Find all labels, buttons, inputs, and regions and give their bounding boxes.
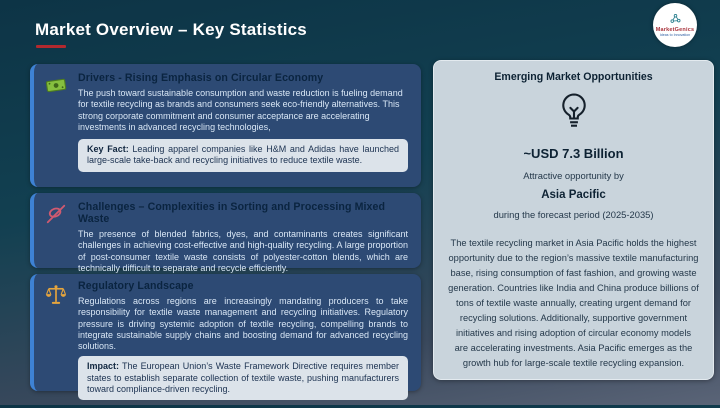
region-name: Asia Pacific xyxy=(541,189,606,201)
logo xyxy=(653,3,697,47)
knot-icon xyxy=(45,203,67,225)
card-title: Drivers - Rising Emphasis on Circular Economy xyxy=(78,72,324,84)
card-title: Regulatory Landscape xyxy=(78,280,194,292)
logo-tagline: Ideas to Innovation xyxy=(659,33,691,37)
scales-icon xyxy=(45,284,67,306)
lightbulb-icon xyxy=(556,91,592,136)
impact-box xyxy=(78,356,408,400)
opportunity-panel xyxy=(433,60,714,380)
card-title: Challenges – Complexities in Sorting and Processing Mixed Waste xyxy=(78,201,386,225)
key-fact-box xyxy=(78,139,408,172)
card-body: The presence of blended fabrics, dyes, and contaminants creates significant challenges in achieving cost-effective and high-quality recycling. A large proportion of post-consumer textile waste consists of polyester-cotton blends, which are technically difficult to separate and recycle efficiently. xyxy=(78,229,408,273)
card-body: The push toward sustainable consumption and waste reduction is fueling demand for textile recycling as brands and consumers seek eco-friendly alternatives. This strong corporate commitment and consumer acceptance are accelerating investments in advanced recycling technologies, xyxy=(78,88,403,132)
card-body: Regulations across regions are increasingly mandating producers to take responsibility for textile waste management and recycling initiatives. Regulatory pressure is driving systemic adoption of textile recycling, compelling brands to integrate sustainable supply chains and boosting demand for advanced recycling solutions. xyxy=(78,296,408,352)
panel-subtitle: Attractive opportunity by xyxy=(523,170,624,181)
card-regulatory xyxy=(30,274,421,395)
key-fact-label: Key Fact: xyxy=(87,144,129,155)
money-icon xyxy=(45,74,67,96)
logo-name: MarketGenics xyxy=(655,27,695,33)
panel-description: The textile recycling market in Asia Pacific holds the highest opportunity due to the region’s massive textile manufacturing base, rising consumption of fast fashion, and growing waste generation. Countries like India and China produce billions of tons of textile waste annually, creating urgent demand for recycling solutions. Additionally, supportive government initiatives and rising adoption of circular economy models are accelerating investments. Asia Pacific emerges as the growth hub for large-scale textile recycling expansion. xyxy=(448,238,699,368)
key-fact-text: Leading apparel companies like H&M and Adidas have launched large-scale take-back and recycling initiatives to reduce textile waste. xyxy=(87,144,399,166)
panel-title: Emerging Market Opportunities xyxy=(494,71,653,83)
page-title: Market Overview – Key Statistics xyxy=(35,20,307,39)
market-value: ~USD 7.3 Billion xyxy=(523,146,624,161)
impact-label: Impact: xyxy=(87,361,120,372)
forecast-period: during the forecast period (2025-2035) xyxy=(493,209,654,220)
title-underline xyxy=(36,45,66,48)
impact-text: The European Union’s Waste Framework Directive requires member states to establish separate collection of textile waste, pushing manufacturers toward compliance-driven recycling. xyxy=(87,361,399,395)
card-challenges xyxy=(30,193,421,273)
molecule-icon xyxy=(669,13,682,26)
card-drivers xyxy=(30,64,421,187)
